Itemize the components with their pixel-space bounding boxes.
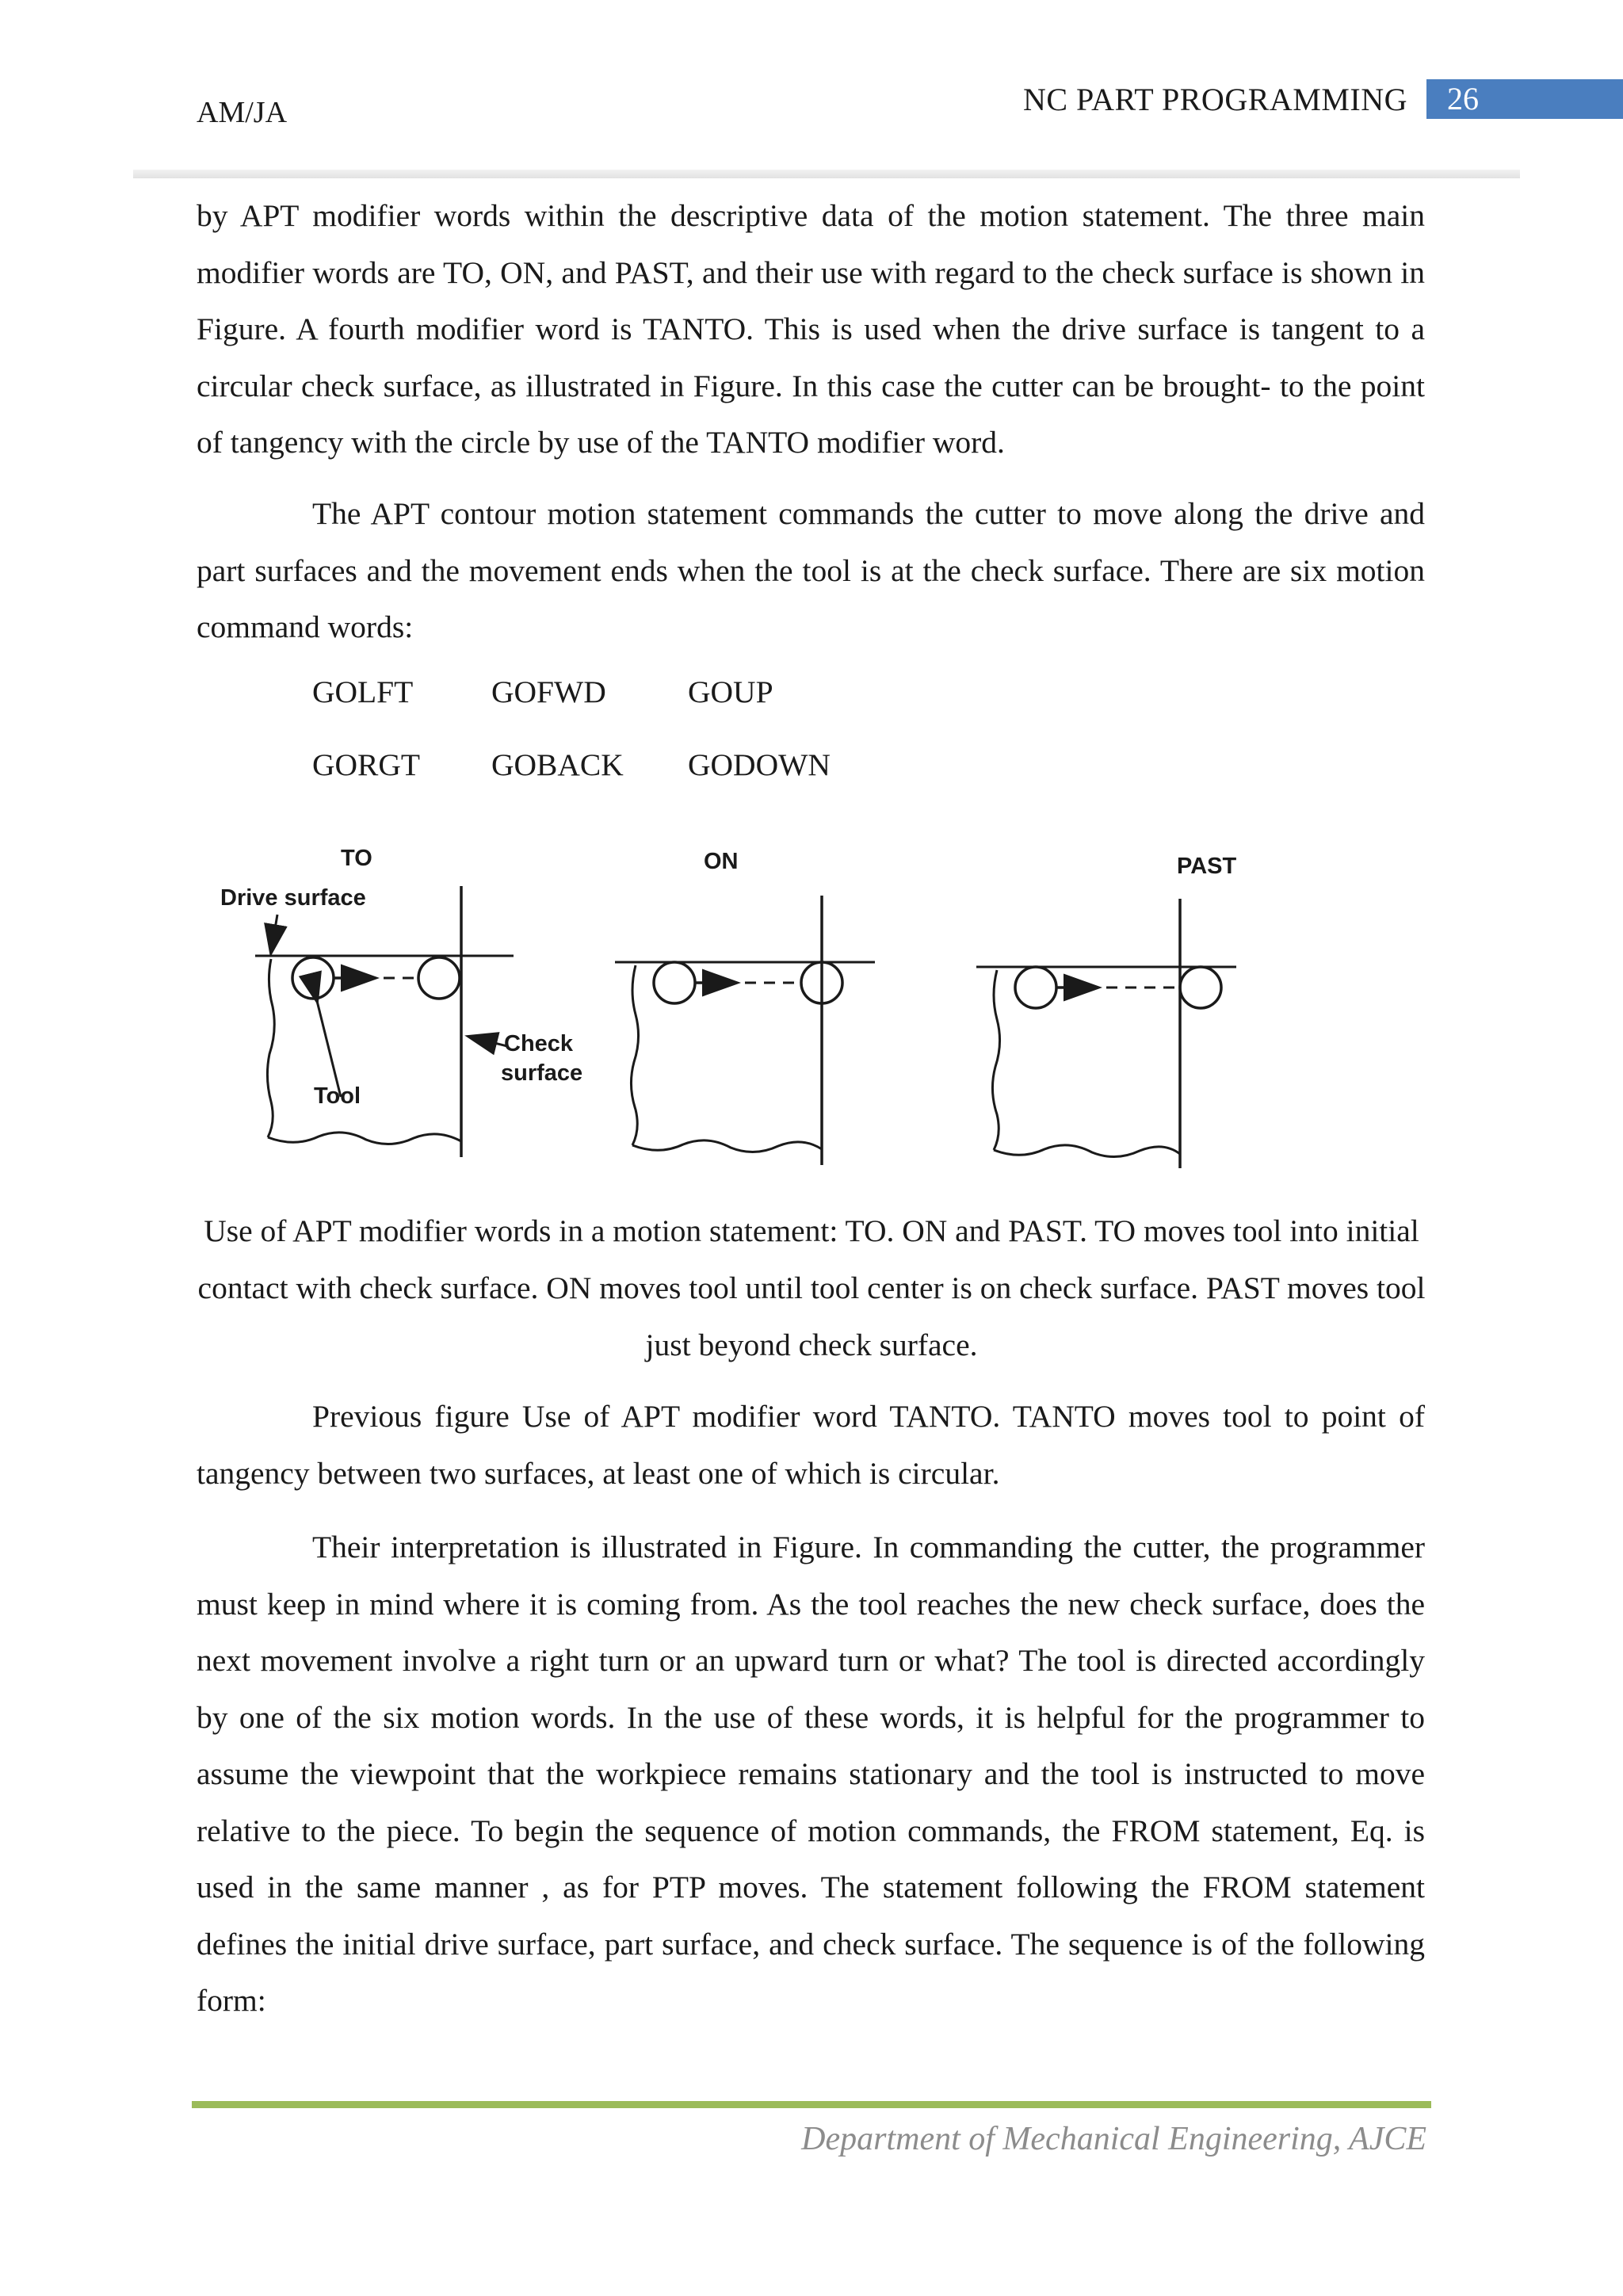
- header-author: AM/JA: [197, 96, 288, 129]
- header-divider: [133, 170, 1520, 178]
- command-goback: GOBACK: [491, 747, 624, 782]
- label-past: PAST: [1177, 854, 1237, 879]
- panel-to: [220, 885, 582, 1157]
- modifier-words-figure: [208, 832, 1262, 1181]
- panel-past: [976, 899, 1236, 1168]
- command-gorgt: GORGT: [312, 747, 421, 782]
- paragraph-contour-motion: The APT contour motion statement commands the cutter to move along the drive and part surfaces and the movement ends when the tool is at the check surface. There are six motion command words:: [197, 496, 1425, 644]
- footer-divider: [192, 2101, 1431, 2108]
- label-to: TO: [341, 846, 372, 871]
- tool-start-circle: [292, 957, 334, 999]
- command-goup: GOUP: [688, 674, 773, 709]
- page-number: 26: [1426, 79, 1623, 119]
- label-on: ON: [704, 849, 739, 874]
- figure-caption: Use of APT modifier words in a motion statement: TO. ON and PAST. TO moves tool into initial contact with check surface. ON moves tool until tool center is on check surface. PAST moves tool just beyond check surface.: [197, 1213, 1426, 1362]
- command-gofwd: GOFWD: [491, 674, 606, 709]
- paragraph-modifier-words: by APT modifier words within the descriptive data of the motion statement. The three main modifier words are TO, ON, and PAST, and their use with regard to the check surface is shown in Figure. A fourth modifier word is TANTO. This is used when the drive surface is tangent to a circular check surface, as illustrated in Figure. In this case the cutter can be brought- to the point of tangency with the circle by use of the TANTO modifier word.: [197, 198, 1425, 460]
- command-golft: GOLFT: [312, 674, 414, 709]
- label-tool: Tool: [314, 1083, 361, 1109]
- label-drive-surface: Drive surface: [220, 885, 366, 911]
- paragraph-tanto: Previous figure Use of APT modifier word TANTO. TANTO moves tool to point of tangency between two surfaces, at least one of which is circular.: [197, 1399, 1425, 1491]
- label-check: Check: [504, 1031, 574, 1056]
- paragraph-interpretation: Their interpretation is illustrated in Figure. In commanding the cutter, the programmer must keep in mind where it is coming from. As the tool reaches the new check surface, does the next movement involve a right turn or an upward turn or what? The tool is directed accordingly by one of the six motion words. In the use of these words, it is helpful for the programmer to assume the viewpoint that the workpiece remains stationary and the tool is instructed to move relative to the piece. To begin the sequence of motion commands, the FROM statement, Eq. is used in the same manner , as for PTP moves. The statement following the FROM statement defines the initial drive surface, part surface, and check surface. The sequence is of the following form:: [197, 1530, 1425, 2018]
- panel-on: [615, 896, 875, 1165]
- tool-end-circle: [418, 957, 460, 999]
- header-title: NC PART PROGRAMMING: [1022, 82, 1407, 117]
- label-surface: surface: [501, 1060, 583, 1086]
- command-godown: GODOWN: [688, 747, 831, 782]
- footer-department: Department of Mechanical Engineering, AJCE: [801, 2121, 1426, 2157]
